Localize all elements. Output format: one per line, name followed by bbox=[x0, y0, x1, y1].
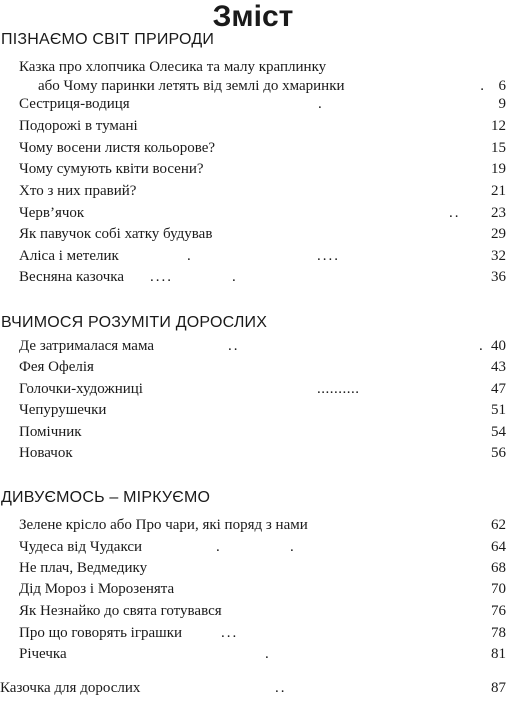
toc-entry-leader: . bbox=[187, 248, 193, 265]
toc-entry bbox=[0, 269, 506, 290]
toc-entry bbox=[0, 560, 506, 581]
toc-entry-title-line1: Казка про хлопчика Олесика та малу краплинку bbox=[19, 58, 326, 77]
toc-entry bbox=[0, 539, 506, 560]
toc-entry-page: 62 bbox=[491, 517, 506, 534]
toc-entry-leader: .. bbox=[275, 680, 287, 697]
toc-entry-title: Річечка bbox=[19, 646, 67, 663]
toc-entry bbox=[0, 248, 506, 269]
toc-entry-leader: .. bbox=[449, 205, 461, 222]
toc-entry-page: 12 bbox=[491, 118, 506, 135]
toc-entry-page: 32 bbox=[491, 248, 506, 265]
toc-entry-page: 47 bbox=[491, 381, 506, 398]
toc-entry-title: Чудеса від Чудакси bbox=[19, 539, 142, 556]
toc-entry-leader: . bbox=[480, 77, 484, 96]
toc-entry-page: 6 bbox=[499, 77, 506, 96]
toc-entry-leader: . bbox=[290, 539, 296, 556]
section-heading-nature: ПІЗНАЄМО СВІТ ПРИРОДИ bbox=[1, 31, 214, 49]
toc-entry-page: 43 bbox=[491, 359, 506, 376]
toc-entry-leader: ... bbox=[221, 625, 238, 642]
toc-entry-title: Про що говорять іграшки bbox=[19, 625, 182, 642]
section-heading-adults: ВЧИМОСЯ РОЗУМІТИ ДОРОСЛИХ bbox=[1, 314, 267, 332]
toc-entry-leader: . bbox=[265, 646, 271, 663]
section-heading-wonder: ДИВУЄМОСЬ – МІРКУЄМО bbox=[1, 489, 210, 507]
toc-entry bbox=[0, 96, 506, 117]
toc-entry-title: Новачок bbox=[19, 445, 73, 462]
toc-entry-page: 23 bbox=[491, 205, 506, 222]
toc-entry-leader: . bbox=[216, 539, 222, 556]
toc-entry-title: Голочки-художниці bbox=[19, 381, 143, 398]
toc-entry bbox=[0, 402, 506, 423]
toc-entry-title: Фея Офелія bbox=[19, 359, 94, 376]
toc-entry-page: 9 bbox=[499, 96, 506, 113]
toc-entry-title: Хто з них правий? bbox=[19, 183, 136, 200]
toc-entry-page: 36 bbox=[491, 269, 506, 286]
toc-entry bbox=[0, 603, 506, 624]
toc-entry-title: Сестриця-водиця bbox=[19, 96, 130, 113]
toc-entry-title: Помічник bbox=[19, 424, 82, 441]
toc-entry-title: Як павучок собі хатку будував bbox=[19, 226, 212, 243]
toc-entry-title: Де затрималася мама bbox=[19, 338, 154, 355]
toc-entry-title: Зелене крісло або Про чари, які поряд з нами bbox=[19, 517, 308, 534]
toc-entry-page: 40 bbox=[491, 338, 506, 355]
toc-entry-title-line2: або Чому паринки летять від землі до хмаринки bbox=[38, 77, 345, 96]
toc-entry-page: 81 bbox=[491, 646, 506, 663]
toc-entry-page: 15 bbox=[491, 140, 506, 157]
toc-entry-title: Дід Мороз і Морозенята bbox=[19, 581, 174, 598]
toc-entry bbox=[0, 625, 506, 646]
toc-entry-final bbox=[0, 680, 506, 701]
toc-entry bbox=[0, 140, 506, 161]
toc-entry bbox=[0, 517, 506, 538]
toc-entry bbox=[0, 424, 506, 445]
toc-entry-leader: .......... bbox=[317, 381, 360, 398]
toc-entry-page: 21 bbox=[491, 183, 506, 200]
toc-entry-leader: . bbox=[232, 269, 238, 286]
toc-entry-leader: .... bbox=[317, 248, 340, 265]
toc-entry-page: 56 bbox=[491, 445, 506, 462]
toc-entry bbox=[0, 161, 506, 182]
toc-entry bbox=[0, 205, 506, 226]
toc-entry-title: Весняна казочка bbox=[19, 269, 124, 286]
toc-entry-title: Аліса і метелик bbox=[19, 248, 119, 265]
toc-entry-leader: . bbox=[318, 96, 324, 113]
toc-entry-page: 64 bbox=[491, 539, 506, 556]
toc-entry bbox=[0, 183, 506, 204]
toc-entry-page: 78 bbox=[491, 625, 506, 642]
toc-entry bbox=[0, 646, 506, 667]
toc-entry-title: Чому восени листя кольорове? bbox=[19, 140, 215, 157]
toc-entry-title: Як Незнайко до свята готувався bbox=[19, 603, 222, 620]
toc-entry-title: Подорожі в тумані bbox=[19, 118, 138, 135]
toc-entry-title: Черв’ячок bbox=[19, 205, 84, 222]
toc-entry bbox=[0, 118, 506, 139]
toc-entry-page: 19 bbox=[491, 161, 506, 178]
toc-entry bbox=[0, 445, 506, 466]
toc-entry bbox=[0, 581, 506, 602]
toc-entry-page: 51 bbox=[491, 402, 506, 419]
toc-entry bbox=[0, 226, 506, 247]
toc-entry-page: 68 bbox=[491, 560, 506, 577]
toc-entry-title: Чепурушечки bbox=[19, 402, 106, 419]
toc-entry-title: Не плач, Ведмедику bbox=[19, 560, 147, 577]
toc-entry-title: Казочка для дорослих bbox=[0, 680, 140, 697]
toc-entry-leader: .. bbox=[228, 338, 240, 355]
toc-entry-page: 29 bbox=[491, 226, 506, 243]
toc-entry bbox=[0, 359, 506, 380]
toc-entry-title: Чому сумують квіти восени? bbox=[19, 161, 204, 178]
toc-entry bbox=[0, 58, 506, 96]
toc-entry-page: 70 bbox=[491, 581, 506, 598]
toc-entry-leader: . bbox=[479, 338, 485, 355]
page-title: Зміст bbox=[0, 0, 506, 34]
toc-entry-page: 87 bbox=[491, 680, 506, 697]
toc-entry bbox=[0, 338, 506, 359]
toc-entry bbox=[0, 381, 506, 402]
toc-entry-page: 54 bbox=[491, 424, 506, 441]
toc-entry-page: 76 bbox=[491, 603, 506, 620]
toc-entry-leader: .... bbox=[150, 269, 173, 286]
